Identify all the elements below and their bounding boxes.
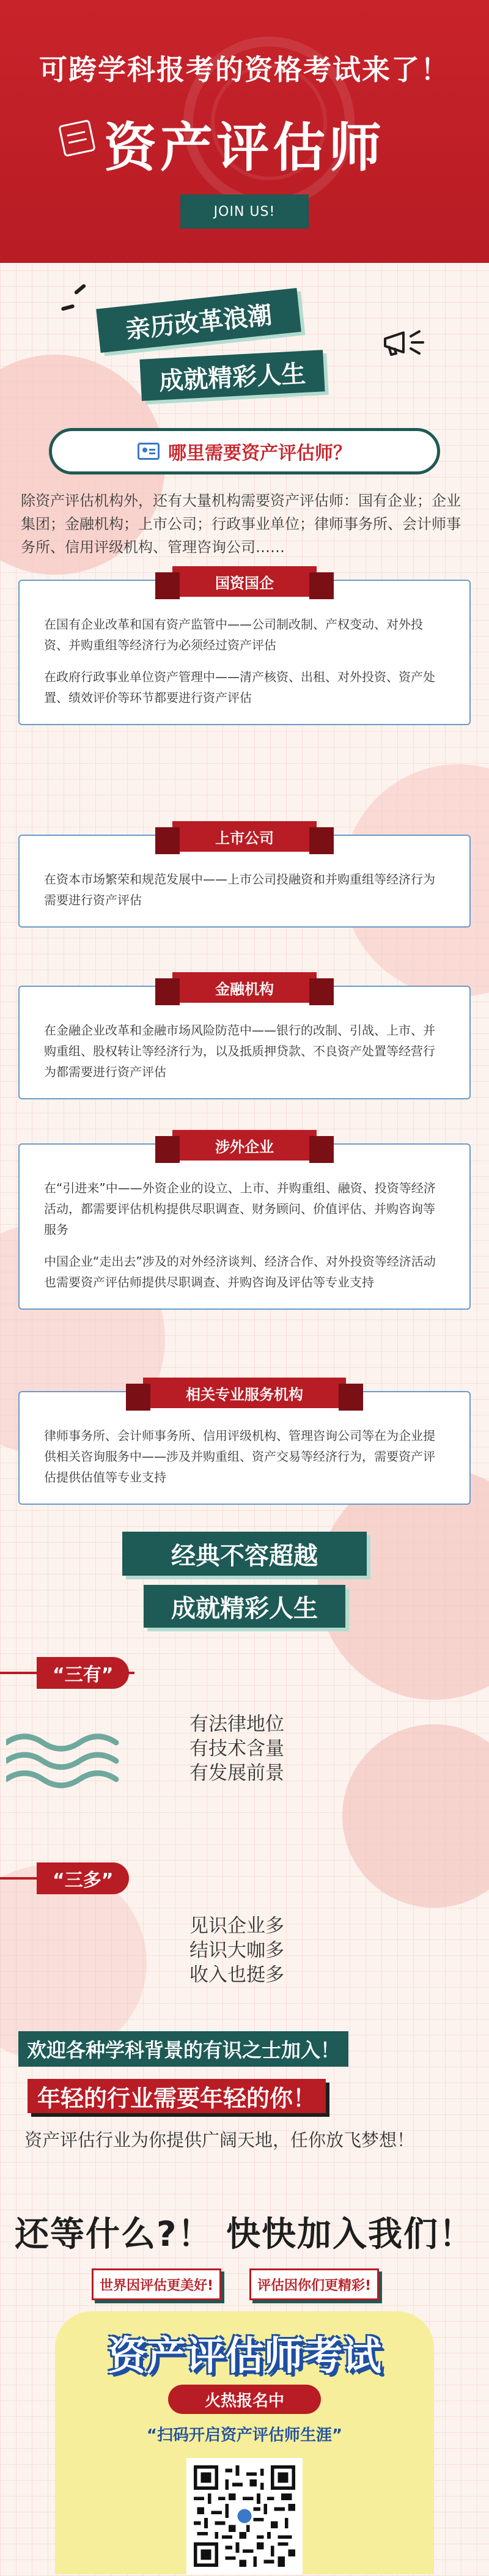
join-us-button[interactable]: JOIN US! (180, 194, 309, 229)
header-banner (0, 0, 489, 263)
list-item: 见识企业多 (189, 1915, 284, 1937)
decor-blob (342, 1724, 489, 1908)
category-text: 在国有企业改革和国有资产监管中——公司制改制、产权变动、对外投资、并购重组等经济行为必须经过资产评估 (44, 617, 423, 652)
category-text: 律师事务所、会计师事务所、信用评级机构、管理咨询公司等在为企业提供相关咨询服务中——涉及并购重组、资产交易等经济行为，需要资产评估提供估值等专业支持 (44, 1428, 435, 1485)
three-more-label: “三多” (37, 1862, 129, 1894)
qr-code[interactable] (186, 2458, 303, 2574)
category-card-professional (18, 1386, 471, 1505)
category-card-state-owned (18, 574, 471, 725)
slogan1-line1: 亲历改革浪潮 (96, 288, 301, 353)
category-text: 中国企业“走出去”涉及的对外经济谈判、经济合作、对外投资等经济活动也需要资产评估师提供尽职调查、并购咨询及评估等专业支持 (44, 1254, 436, 1290)
slogan1-line2: 成就精彩人生 (139, 350, 325, 401)
category-title: 上市公司 (172, 821, 317, 852)
wave-decoration (6, 1724, 141, 1798)
category-text: 在金融企业改革和金融市场风险防范中——银行的改制、引战、上市、并购重组、股权转让等经济行为，以及抵质押贷款、不良资产处置等经营行为都需要进行资产评估 (44, 1023, 435, 1079)
three-have-label: “三有” (37, 1657, 129, 1689)
decor-dash (61, 304, 75, 311)
welcome-line: 欢迎各种学科背景的有识之士加入！ (18, 2031, 348, 2067)
three-more-list (189, 1914, 284, 1987)
megaphone-icon (379, 324, 434, 361)
call-to-action: 还等什么?！ 快快加入我们！ (15, 2215, 474, 2254)
category-title: 国资国企 (172, 566, 317, 597)
young-industry-line: 年轻的行业需要年轻的你！ (28, 2079, 326, 2113)
slogan2-line2: 成就精彩人生 (144, 1585, 345, 1628)
category-card-listed-company (18, 829, 471, 928)
welcome-description: 资产评估行业为你提供广阔天地，任你放飞梦想！ (24, 2130, 415, 2150)
where-needed-intro: 除资产评估机构外，还有大量机构需要资产评估师：国有企业；企业集团；金融机构；上市公司；行政事业单位；律师事务所、会计师事务所、信用评级机构、管理咨询公司…… (21, 492, 461, 556)
header-subtitle: 资产评估师 (104, 117, 385, 179)
where-needed-title: 哪里需要资产评估师？ (168, 443, 351, 464)
list-item: 有发展前景 (189, 1762, 284, 1784)
exam-panel (55, 2311, 434, 2574)
where-needed-header (49, 428, 440, 474)
tagline-right: 评估因你们更精彩! (249, 2268, 379, 2300)
list-item: 结识大咖多 (189, 1939, 284, 1962)
slogan2-line1: 经典不容超越 (122, 1532, 367, 1576)
exam-title: 资产评估师考试 (108, 2334, 381, 2379)
id-card-icon (138, 443, 160, 460)
three-have-list (189, 1712, 284, 1785)
scan-prompt: “扫码开启资产评估师生涯” (146, 2426, 343, 2445)
tagline-left: 世界因评估更美好! (92, 2268, 221, 2300)
qr-code-icon (194, 2465, 295, 2567)
list-item: 有技术含量 (189, 1738, 284, 1760)
list-item: 有法律地位 (189, 1713, 284, 1735)
category-text: 在资本市场繁荣和规范发展中——上市公司投融资和并购重组等经济行为需要进行资产评估 (44, 872, 435, 907)
category-card-financial (18, 980, 471, 1099)
category-title: 相关专业服务机构 (143, 1378, 346, 1408)
category-title: 金融机构 (172, 972, 317, 1003)
category-title: 涉外企业 (172, 1130, 317, 1161)
category-text: 在“引进来”中——外资企业的设立、上市、并购重组、融资、投资等经济活动，都需要评估机构提供尽职调查、财务顾问、价值评估、并购咨询等服务 (44, 1181, 436, 1237)
registration-badge[interactable]: 火热报名中 (168, 2385, 321, 2414)
decor-dash (74, 284, 87, 295)
category-card-foreign (18, 1138, 471, 1310)
header-title: 可跨学科报考的资格考试来了！ (39, 53, 450, 86)
list-item: 收入也挺多 (189, 1964, 284, 1986)
category-text: 在政府行政事业单位资产管理中——清产核资、出租、对外投资、资产处置、绩效评价等环节都要进行资产评估 (44, 670, 435, 705)
